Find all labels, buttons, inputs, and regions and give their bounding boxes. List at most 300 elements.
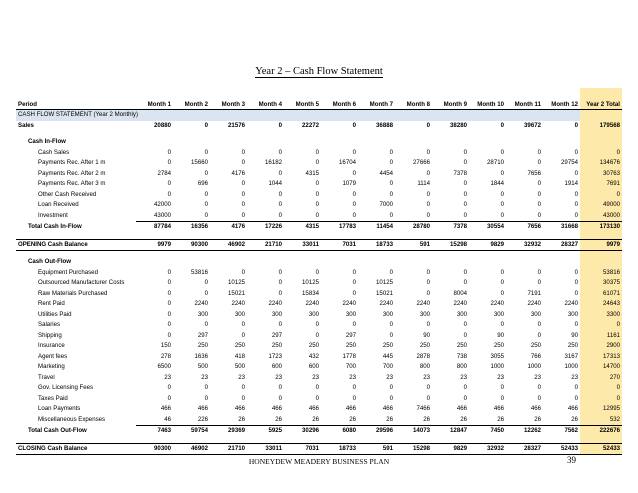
value-cell: 28327: [543, 239, 580, 251]
value-cell: 700: [345, 363, 356, 370]
row-label: Miscellaneous Expenses: [38, 415, 106, 423]
value-cell: 250: [530, 342, 541, 349]
value-cell: 9979: [136, 239, 173, 251]
year-total-cell: 134676: [580, 158, 622, 169]
value-cell: 300: [567, 310, 578, 318]
value-cell: 5925: [247, 426, 284, 437]
header-month-3: Month 3: [210, 88, 247, 110]
value-cell: 29369: [210, 426, 247, 437]
value-cell: 4176: [210, 222, 247, 233]
year-total-cell: 173130: [580, 222, 622, 233]
value-cell: 2878: [416, 352, 430, 360]
row-label: Payments Rec. After 1 m: [38, 159, 106, 166]
header-month-4: Month 4: [247, 88, 284, 110]
value-cell: [506, 137, 543, 148]
value-cell: 1778: [342, 352, 356, 360]
value-cell: 0: [278, 384, 282, 391]
value-cell: 0: [463, 394, 467, 402]
value-cell: 4315: [284, 222, 321, 233]
value-cell: 0: [278, 211, 282, 219]
value-cell: 15298: [432, 239, 469, 251]
value-cell: 696: [197, 180, 208, 187]
value-cell: 9829: [432, 443, 469, 455]
value-cell: [173, 257, 210, 268]
value-cell: 0: [426, 211, 430, 219]
year-total-cell: 30763: [580, 169, 622, 180]
value-cell: 0: [167, 190, 171, 198]
value-cell: 23: [238, 373, 245, 381]
value-cell: 0: [500, 321, 504, 328]
value-cell: 0: [204, 121, 208, 129]
value-cell: 300: [530, 310, 541, 318]
table-row: [16, 373, 622, 384]
value-cell: 23: [275, 373, 282, 381]
value-cell: 0: [426, 394, 430, 402]
value-cell: 2240: [527, 300, 541, 307]
year-total-cell: 2900: [580, 341, 622, 352]
value-cell: 31668: [543, 222, 580, 233]
value-cell: 0: [574, 384, 578, 391]
value-cell: 0: [463, 180, 467, 187]
value-cell: 30296: [284, 426, 321, 437]
value-cell: 16704: [339, 159, 356, 166]
table-row: [16, 158, 622, 169]
value-cell: 738: [456, 352, 467, 360]
table-row: [16, 320, 622, 331]
value-cell: 23: [312, 373, 319, 381]
value-cell: 0: [389, 211, 393, 219]
value-cell: 26: [275, 415, 282, 423]
value-cell: 0: [204, 190, 208, 198]
value-cell: 0: [500, 169, 504, 177]
value-cell: 0: [426, 121, 430, 129]
value-cell: 0: [426, 148, 430, 156]
value-cell: 0: [574, 190, 578, 198]
value-cell: 297: [345, 331, 356, 339]
header-month-12: Month 12: [543, 88, 580, 110]
value-cell: [136, 137, 173, 148]
value-cell: 21576: [228, 121, 245, 129]
value-cell: 7562: [543, 426, 580, 437]
value-cell: 0: [500, 268, 504, 276]
value-cell: 150: [160, 342, 171, 349]
value-cell: 87784: [136, 222, 173, 233]
value-cell: 23: [460, 373, 467, 381]
value-cell: 297: [271, 331, 282, 339]
value-cell: 0: [204, 211, 208, 219]
value-cell: 2240: [490, 300, 504, 307]
value-cell: 466: [567, 405, 578, 412]
row-label: Utilities Paid: [38, 310, 72, 318]
value-cell: 17226: [247, 222, 284, 233]
header-period: Period: [16, 88, 136, 110]
row-label: CLOSING Cash Balance: [16, 443, 136, 455]
value-cell: 0: [574, 148, 578, 156]
header-month-6: Month 6: [321, 88, 358, 110]
row-label: Outsourced Manufacturer Costs: [38, 279, 125, 286]
value-cell: [358, 257, 395, 268]
table-row: [16, 239, 622, 251]
value-cell: 52433: [543, 443, 580, 455]
value-cell: 0: [278, 321, 282, 328]
value-cell: 3055: [490, 352, 504, 360]
value-cell: 0: [204, 169, 208, 177]
year-total-cell: 222676: [580, 426, 622, 437]
value-cell: 6080: [321, 426, 358, 437]
header-month-10: Month 10: [469, 88, 506, 110]
row-label: Agent fees: [38, 352, 68, 360]
year-total-cell: 0: [580, 190, 622, 201]
value-cell: [543, 257, 580, 268]
value-cell: 46902: [173, 443, 210, 455]
value-cell: 0: [241, 190, 245, 198]
value-cell: 0: [426, 190, 430, 198]
value-cell: 15021: [228, 289, 245, 297]
value-cell: 250: [271, 342, 282, 349]
value-cell: 28327: [506, 443, 543, 455]
value-cell: 0: [463, 321, 467, 328]
value-cell: 0: [574, 321, 578, 328]
table-row: [16, 169, 622, 180]
value-cell: 250: [308, 342, 319, 349]
value-cell: 0: [500, 279, 504, 286]
value-cell: 2240: [453, 300, 467, 307]
value-cell: 4454: [379, 169, 393, 177]
value-cell: 0: [315, 201, 319, 208]
value-cell: 0: [241, 180, 245, 187]
table-row: [16, 190, 622, 201]
value-cell: [136, 257, 173, 268]
value-cell: 0: [389, 321, 393, 328]
value-cell: 0: [204, 279, 208, 286]
value-cell: [210, 257, 247, 268]
value-cell: 15298: [395, 443, 432, 455]
value-cell: 0: [389, 190, 393, 198]
value-cell: 0: [500, 148, 504, 156]
value-cell: 0: [500, 289, 504, 297]
row-label: CASH FLOW STATEMENT (Year 2 Monthly): [16, 110, 580, 121]
year-total-cell: 0: [580, 148, 622, 159]
value-cell: 0: [241, 268, 245, 276]
table-row: [16, 415, 622, 426]
value-cell: 300: [345, 310, 356, 318]
value-cell: 90300: [136, 443, 173, 455]
value-cell: 0: [315, 331, 319, 339]
value-cell: 0: [463, 211, 467, 219]
value-cell: 21710: [210, 443, 247, 455]
value-cell: 0: [278, 394, 282, 402]
value-cell: 0: [352, 289, 356, 297]
value-cell: 0: [352, 148, 356, 156]
value-cell: 26: [497, 415, 504, 423]
value-cell: 46902: [210, 239, 247, 251]
row-label: Taxes Paid: [38, 394, 68, 402]
value-cell: 59754: [173, 426, 210, 437]
value-cell: 0: [204, 289, 208, 297]
value-cell: 38280: [450, 121, 467, 129]
table-row: [16, 211, 622, 222]
value-cell: 0: [426, 384, 430, 391]
value-cell: 32932: [469, 443, 506, 455]
value-cell: 27666: [413, 159, 430, 166]
value-cell: 90: [571, 331, 578, 339]
value-cell: 0: [352, 201, 356, 208]
row-label: Rent Paid: [38, 300, 65, 307]
value-cell: 0: [241, 148, 245, 156]
value-cell: 0: [537, 211, 541, 219]
value-cell: 0: [537, 159, 541, 166]
year-total-cell: 14700: [580, 362, 622, 373]
value-cell: 0: [204, 148, 208, 156]
year-total-cell: 61071: [580, 289, 622, 300]
value-cell: 300: [271, 310, 282, 318]
year-total-cell: [580, 257, 622, 268]
value-cell: 90: [423, 331, 430, 339]
value-cell: 26: [534, 415, 541, 423]
value-cell: 600: [271, 363, 282, 370]
value-cell: 0: [315, 148, 319, 156]
value-cell: 21710: [247, 239, 284, 251]
page-title: [0, 66, 638, 77]
table-row: [16, 148, 622, 159]
value-cell: 0: [315, 384, 319, 391]
row-label: Cash Out-Flow: [28, 258, 71, 265]
value-cell: 23: [534, 373, 541, 381]
header-month-8: Month 8: [395, 88, 432, 110]
value-cell: 0: [389, 331, 393, 339]
footer-text: HONEYDEW MEADERY BUSINESS PLAN: [248, 457, 390, 466]
table-row: [16, 179, 622, 190]
value-cell: 0: [537, 394, 541, 402]
value-cell: 0: [537, 190, 541, 198]
value-cell: 0: [574, 169, 578, 177]
value-cell: 0: [352, 394, 356, 402]
value-cell: 26: [571, 415, 578, 423]
value-cell: 26: [460, 415, 467, 423]
header-year-total: Year 2 Total: [580, 88, 622, 110]
value-cell: 7466: [416, 405, 430, 412]
year-total-cell: 7691: [580, 179, 622, 190]
value-cell: 0: [241, 331, 245, 339]
page-footer: [0, 455, 638, 467]
value-cell: 0: [204, 384, 208, 391]
value-cell: 0: [537, 279, 541, 286]
table-row: [16, 310, 622, 321]
value-cell: 0: [574, 121, 578, 129]
value-cell: 445: [382, 352, 393, 360]
value-cell: 23: [497, 373, 504, 381]
value-cell: 0: [537, 201, 541, 208]
value-cell: 0: [389, 268, 393, 276]
value-cell: 20880: [154, 121, 171, 129]
table-row: [16, 394, 622, 405]
row-label: Total Cash In-Flow: [28, 222, 82, 230]
value-cell: 250: [382, 342, 393, 349]
value-cell: 0: [500, 190, 504, 198]
row-label: OPENING Cash Balance: [16, 239, 136, 251]
header-month-5: Month 5: [284, 88, 321, 110]
value-cell: 466: [234, 405, 245, 412]
value-cell: 800: [456, 363, 467, 370]
value-cell: 15660: [191, 159, 208, 166]
value-cell: 278: [160, 352, 171, 360]
row-label: Gov. Licensing Fees: [38, 384, 94, 391]
value-cell: 4315: [305, 169, 319, 177]
year-total-cell: 30375: [580, 278, 622, 289]
value-cell: 0: [537, 148, 541, 156]
value-cell: 0: [167, 180, 171, 187]
value-cell: 0: [426, 279, 430, 286]
value-cell: 0: [537, 384, 541, 391]
value-cell: 250: [419, 342, 430, 349]
value-cell: 0: [500, 121, 504, 129]
header-month-2: Month 2: [173, 88, 210, 110]
value-cell: 1000: [490, 363, 504, 370]
value-cell: [358, 137, 395, 148]
table-row: [16, 299, 622, 310]
value-cell: 0: [204, 394, 208, 402]
value-cell: 250: [234, 342, 245, 349]
value-cell: 39672: [524, 121, 541, 129]
value-cell: 0: [352, 121, 356, 129]
value-cell: 28780: [395, 222, 432, 233]
value-cell: 0: [278, 279, 282, 286]
value-cell: [469, 257, 506, 268]
value-cell: 466: [345, 405, 356, 412]
value-cell: 0: [278, 201, 282, 208]
value-cell: 0: [167, 159, 171, 166]
value-cell: 0: [315, 159, 319, 166]
value-cell: 1079: [342, 180, 356, 187]
value-cell: [247, 257, 284, 268]
value-cell: 2240: [305, 300, 319, 307]
value-cell: 250: [567, 342, 578, 349]
value-cell: [321, 137, 358, 148]
value-cell: 0: [352, 321, 356, 328]
value-cell: 2240: [564, 300, 578, 307]
value-cell: 0: [241, 321, 245, 328]
value-cell: 0: [574, 394, 578, 402]
value-cell: [506, 257, 543, 268]
value-cell: 0: [537, 321, 541, 328]
value-cell: 0: [278, 148, 282, 156]
value-cell: 0: [463, 148, 467, 156]
value-cell: 0: [574, 289, 578, 297]
value-cell: [284, 257, 321, 268]
value-cell: 466: [197, 405, 208, 412]
row-label: Equipment Purchased: [38, 268, 98, 276]
value-cell: [321, 257, 358, 268]
table-row: [16, 289, 622, 300]
year-total-cell: 270: [580, 373, 622, 384]
table-row: [16, 362, 622, 373]
value-cell: 4176: [231, 169, 245, 177]
value-cell: 0: [574, 279, 578, 286]
year-total-cell: 3300: [580, 310, 622, 321]
value-cell: [469, 137, 506, 148]
table-row: [16, 268, 622, 279]
value-cell: 0: [315, 268, 319, 276]
value-cell: 0: [389, 394, 393, 402]
value-cell: 42000: [154, 201, 171, 208]
year-total-cell: 0: [580, 383, 622, 394]
value-cell: 0: [463, 201, 467, 208]
year-total-cell: 43000: [580, 211, 622, 222]
value-cell: 0: [463, 331, 467, 339]
value-cell: 0: [500, 394, 504, 402]
value-cell: 300: [197, 310, 208, 318]
value-cell: 12847: [432, 426, 469, 437]
value-cell: 0: [352, 190, 356, 198]
value-cell: 0: [167, 310, 171, 318]
value-cell: 7656: [527, 169, 541, 177]
row-label: Travel: [38, 373, 55, 381]
value-cell: 250: [493, 342, 504, 349]
value-cell: 418: [234, 352, 245, 360]
value-cell: 466: [160, 405, 171, 412]
value-cell: 0: [389, 180, 393, 187]
value-cell: 500: [197, 363, 208, 370]
year-total-cell: [580, 137, 622, 148]
value-cell: 0: [537, 180, 541, 187]
value-cell: 7000: [379, 201, 393, 208]
value-cell: 0: [389, 384, 393, 391]
value-cell: 15834: [302, 289, 319, 297]
value-cell: 0: [241, 159, 245, 166]
value-cell: 0: [278, 268, 282, 276]
table-row: [16, 137, 622, 148]
value-cell: 0: [463, 268, 467, 276]
value-cell: 7378: [453, 169, 467, 177]
value-cell: 0: [463, 279, 467, 286]
value-cell: 0: [167, 321, 171, 328]
value-cell: 26: [238, 415, 245, 423]
value-cell: 0: [537, 268, 541, 276]
value-cell: 766: [530, 352, 541, 360]
header-month-1: Month 1: [136, 88, 173, 110]
value-cell: 10125: [376, 279, 393, 286]
value-cell: 0: [204, 321, 208, 328]
value-cell: 466: [493, 405, 504, 412]
value-cell: 250: [197, 342, 208, 349]
value-cell: 1914: [564, 180, 578, 187]
value-cell: 0: [352, 169, 356, 177]
value-cell: [543, 137, 580, 148]
value-cell: 26: [386, 415, 393, 423]
value-cell: 500: [234, 363, 245, 370]
table-row: [16, 331, 622, 342]
value-cell: 23: [571, 373, 578, 381]
value-cell: 17783: [321, 222, 358, 233]
value-cell: 0: [278, 289, 282, 297]
title-text: Year 2 – Cash Flow Statement: [255, 66, 383, 77]
table-row: [16, 341, 622, 352]
value-cell: 15021: [376, 289, 393, 297]
year-total-cell: [580, 110, 622, 121]
value-cell: 2240: [231, 300, 245, 307]
value-cell: [284, 137, 321, 148]
value-cell: 2240: [416, 300, 430, 307]
row-label: Cash Sales: [38, 148, 70, 156]
row-label: Loan Payments: [38, 405, 81, 412]
value-cell: 16356: [173, 222, 210, 233]
value-cell: 7656: [506, 222, 543, 233]
value-cell: 1000: [527, 363, 541, 370]
value-cell: 8004: [453, 289, 467, 297]
value-cell: 1844: [490, 180, 504, 187]
value-cell: 2240: [379, 300, 393, 307]
value-cell: 226: [197, 415, 208, 423]
